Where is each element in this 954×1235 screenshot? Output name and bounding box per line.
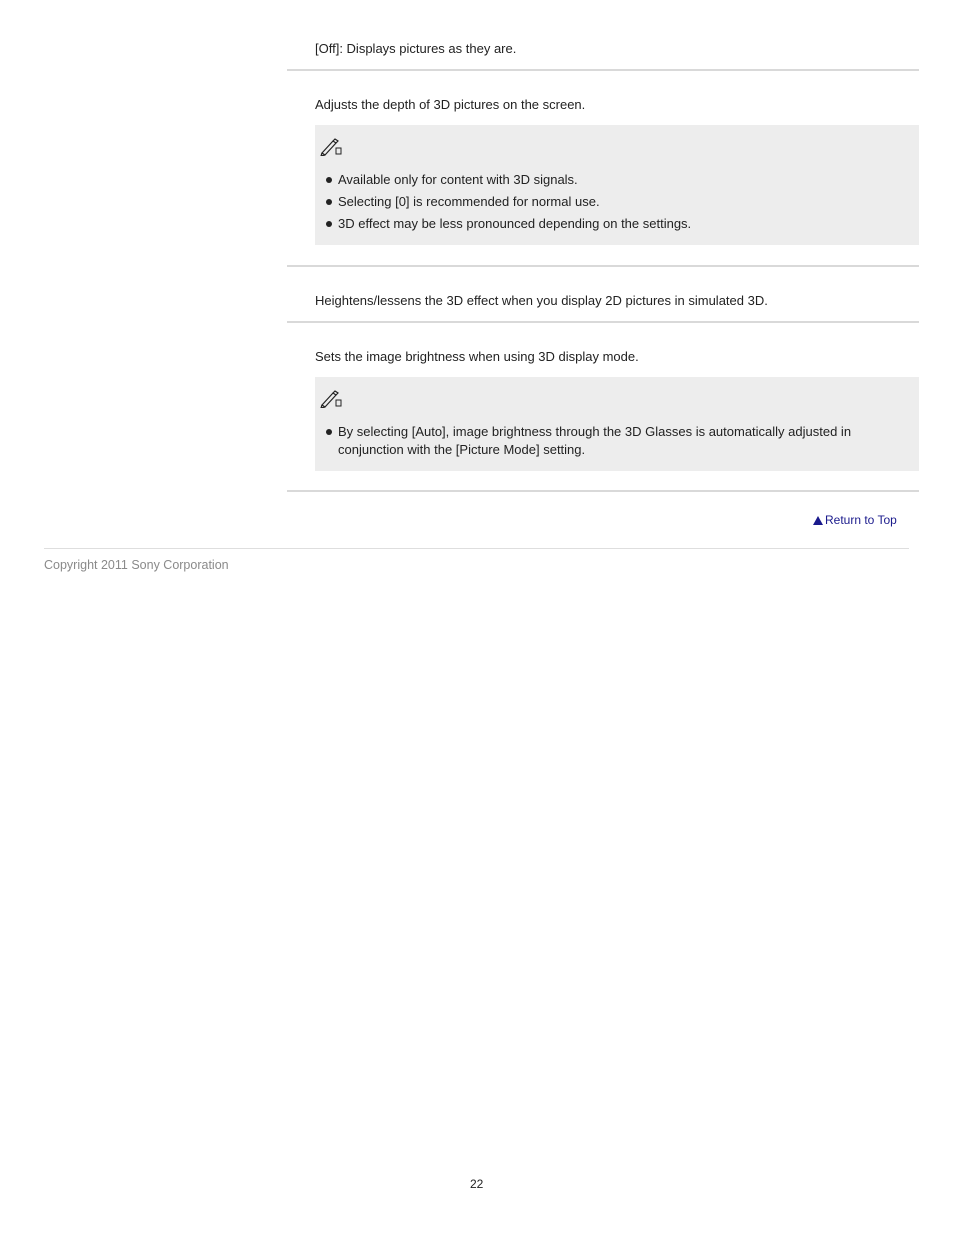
bullet-dot [326, 177, 332, 183]
section-divider [287, 69, 919, 71]
page-number: 22 [470, 1177, 484, 1191]
footer-divider [44, 548, 909, 549]
bullet-dot [326, 199, 332, 205]
return-to-top[interactable] [813, 512, 897, 527]
note-text: 3D effect may be less pronounced depending on the settings. [338, 216, 692, 231]
section-divider [287, 265, 919, 267]
brightness-note-box [315, 377, 919, 471]
bullet-dot [326, 429, 332, 435]
note-text: Selecting [0] is recommended for normal use. [338, 194, 600, 209]
return-to-top-link[interactable]: Return to Top [825, 513, 897, 527]
copyright: Copyright 2011 Sony Corporation [44, 558, 229, 572]
pencil-note-icon [320, 138, 342, 156]
section-divider [287, 321, 919, 323]
note-text: By selecting [Auto], image brightness through the 3D Glasses is automatically adjusted in conjunction with the [Picture Mode] setting. [338, 424, 852, 457]
depth-description: Adjusts the depth of 3D pictures on the screen. [315, 97, 586, 112]
up-triangle-icon [813, 516, 823, 525]
off-description: [Off]: Displays pictures as they are. [315, 41, 517, 56]
note-text: Available only for content with 3D signals. [338, 172, 578, 187]
simulated-3d-description: Heightens/lessens the 3D effect when you display 2D pictures in simulated 3D. [315, 293, 768, 308]
section-divider [287, 490, 919, 492]
bullet-dot [326, 221, 332, 227]
depth-note-box [315, 125, 919, 245]
pencil-note-icon [320, 390, 342, 408]
brightness-description: Sets the image brightness when using 3D display mode. [315, 349, 639, 364]
